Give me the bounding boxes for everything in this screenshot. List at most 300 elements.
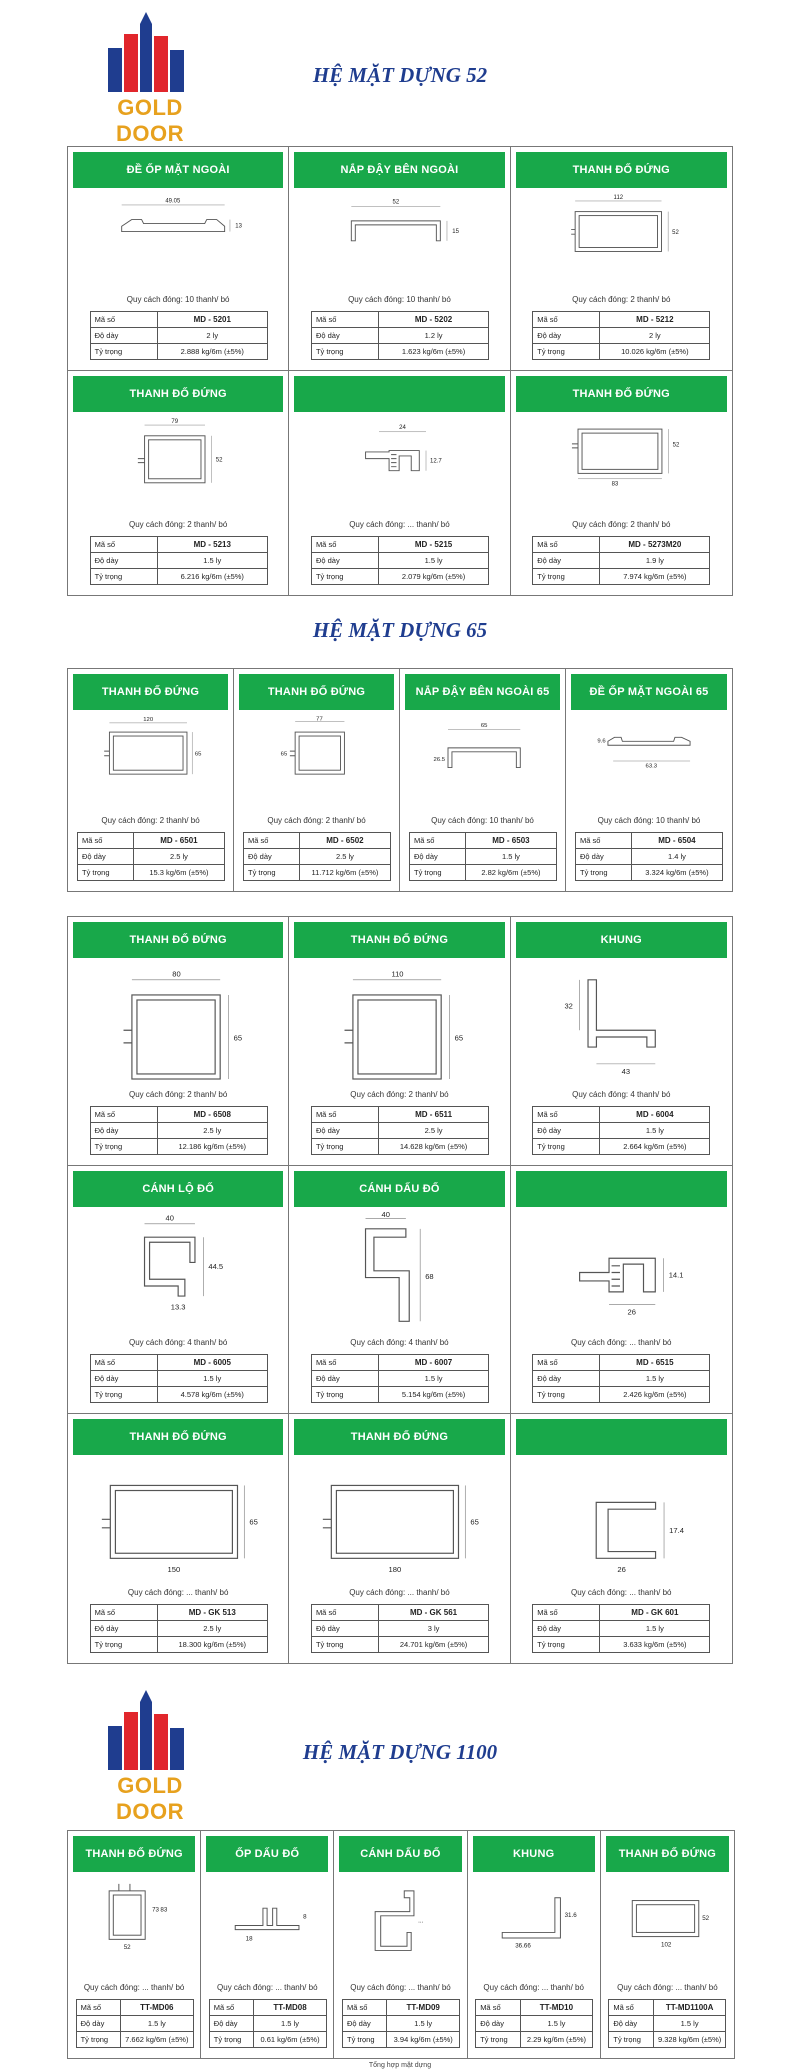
code-label: Mã số [90,1106,157,1122]
code-label: Mã số [533,312,600,328]
spec-table [76,1999,194,2048]
product-header: KHUNG [473,1836,595,1872]
brand-logo [80,10,220,146]
density-label: Tỷ trọng [244,865,300,881]
spec-table [90,311,268,360]
thickness-label: Độ dày [311,553,378,569]
svg-text:15: 15 [452,228,460,235]
profile-drawing [289,1212,509,1330]
product-header [516,1419,727,1455]
product-card [68,371,289,595]
catalog-grid-65 [67,668,733,892]
svg-text:110: 110 [391,969,404,979]
product-density: 12.186 kg/6m (±5%) [157,1138,267,1154]
catalog-grid-1100 [67,1830,735,2059]
product-thickness: 2.5 ly [133,849,224,865]
packing-spec: Quy cách đóng: 4 thanh/ bó [350,1338,449,1348]
svg-text:52: 52 [392,199,400,206]
svg-text:52: 52 [215,457,223,464]
svg-text:12.7: 12.7 [430,458,443,465]
packing-spec: Quy cách đóng: ... thanh/ bó [83,1983,185,1992]
product-density: 2.29 kg/6m (±5%) [520,2032,593,2048]
profile-drawing [68,1460,288,1579]
spec-table [90,1604,268,1653]
spec-table [243,832,391,881]
spec-table [532,536,710,585]
product-card [68,1831,201,2058]
thickness-label: Độ dày [533,1621,600,1637]
section-title-65: HỆ MẶT DỰNG 65 [312,618,488,642]
product-card [289,147,510,371]
packing-spec: Quy cách đóng: 10 thanh/ bó [431,816,534,825]
product-card [68,1414,289,1663]
product-card [234,669,400,891]
product-thickness: 1.5 ly [379,553,489,569]
density-label: Tỷ trọng [311,344,378,360]
svg-text:65: 65 [249,1517,258,1527]
svg-text:65: 65 [280,751,288,758]
product-card [601,1831,734,2058]
profile-drawing [68,1877,200,1974]
product-header: THANH ĐỐ ĐỨNG [239,674,394,710]
svg-text:65: 65 [454,1033,464,1043]
density-label: Tỷ trọng [311,1387,378,1403]
product-density: 1.623 kg/6m (±5%) [379,344,489,360]
thickness-label: Độ dày [609,2016,653,2032]
svg-text:150: 150 [167,1565,181,1575]
thickness-label: Độ dày [90,328,157,344]
product-header [294,376,504,412]
product-code: MD - 6515 [600,1355,710,1371]
density-label: Tỷ trọng [476,2032,520,2048]
spec-table [532,1106,710,1155]
code-label: Mã số [311,312,378,328]
profile-drawing [601,1877,734,1974]
svg-text:13: 13 [235,223,242,230]
product-density: 15.3 kg/6m (±5%) [133,865,224,881]
product-thickness: 2 ly [157,328,267,344]
product-card [511,147,732,371]
svg-text:52: 52 [123,1944,131,1952]
svg-text:83: 83 [160,1906,168,1914]
thickness-label: Độ dày [90,553,157,569]
thickness-label: Độ dày [76,2016,120,2032]
svg-text:44.5: 44.5 [208,1261,224,1271]
product-code: TT-MD10 [520,2000,593,2016]
product-header: ĐỀ ỐP MẶT NGOÀI [73,152,283,188]
svg-text:13.3: 13.3 [170,1302,186,1312]
packing-spec: Quy cách đóng: ... thanh/ bó [349,1588,450,1598]
density-label: Tỷ trọng [209,2032,253,2048]
svg-text:65: 65 [480,722,488,729]
density-label: Tỷ trọng [311,1138,378,1154]
svg-text:26: 26 [627,1307,636,1317]
packing-spec: Quy cách đóng: 10 thanh/ bó [597,816,701,825]
product-thickness: 1.9 ly [600,553,710,569]
code-label: Mã số [244,833,300,849]
product-code: MD - 6503 [465,833,556,849]
svg-text:79: 79 [171,419,179,426]
packing-spec: Quy cách đóng: ... thanh/ bó [127,1588,229,1598]
product-density: 10.026 kg/6m (±5%) [600,344,710,360]
product-density: 3.633 kg/6m (±5%) [600,1637,710,1653]
product-card [566,669,732,891]
product-density: 2.82 kg/6m (±5%) [465,865,556,881]
product-density: 9.328 kg/6m (±5%) [653,2032,726,2048]
product-header: THANH ĐỐ ĐỨNG [516,376,727,412]
brand-name: GOLD DOOR [116,95,184,146]
svg-text:8: 8 [303,1913,307,1921]
product-code: MD - GK 601 [600,1605,710,1621]
code-label: Mã số [410,833,466,849]
profile-drawing [68,1212,288,1330]
product-thickness: 1.5 ly [121,2016,194,2032]
brand-logo-2 [80,1688,220,1824]
packing-spec: Quy cách đóng: 2 thanh/ bó [129,520,228,529]
thickness-label: Độ dày [311,328,378,344]
section-title-1100: HỆ MẶT DỰNG 1100 [302,1740,498,1764]
svg-text:26: 26 [617,1565,626,1575]
product-thickness: 1.5 ly [254,2016,327,2032]
svg-text:83: 83 [611,481,618,488]
svg-text:26.5: 26.5 [433,757,446,763]
product-thickness: 2.5 ly [299,849,390,865]
code-label: Mã số [533,537,600,553]
product-code: MD - 6508 [157,1106,267,1122]
profile-drawing [68,193,288,286]
product-header: KHUNG [516,922,727,958]
product-card [334,1831,467,2058]
product-code: MD - 6502 [299,833,390,849]
density-label: Tỷ trọng [533,1637,600,1653]
spec-table [311,1106,489,1155]
spec-table [209,1999,327,2048]
product-header: CÁNH DẤU ĐỐ [294,1171,504,1207]
spec-table [608,1999,726,2048]
product-density: 14.628 kg/6m (±5%) [379,1138,489,1154]
svg-text:17.4: 17.4 [668,1526,684,1536]
thickness-label: Độ dày [311,1621,378,1637]
product-density: 2.888 kg/6m (±5%) [157,344,267,360]
product-code: MD - 5273M20 [600,537,710,553]
thickness-label: Độ dày [78,849,134,865]
spec-table [575,832,723,881]
thickness-label: Độ dày [90,1122,157,1138]
product-code: MD - GK 513 [157,1605,267,1621]
code-label: Mã số [576,833,632,849]
product-header: NẮP ĐẬY BÊN NGOÀI [294,152,504,188]
profile-drawing [289,417,509,511]
product-density: 2.079 kg/6m (±5%) [379,569,489,585]
product-thickness: 1.5 ly [520,2016,593,2032]
product-header: CÁNH DẤU ĐỐ [339,1836,461,1872]
product-card [511,1414,732,1663]
thickness-label: Độ dày [533,1122,600,1138]
thickness-label: Độ dày [342,2016,386,2032]
density-label: Tỷ trọng [90,569,157,585]
product-thickness: 1.5 ly [379,1371,489,1387]
profile-drawing [511,1460,732,1579]
code-label: Mã số [311,1106,378,1122]
product-header: THANH ĐỐ ĐỨNG [73,1836,195,1872]
product-header: THANH ĐỐ ĐỨNG [294,922,504,958]
product-thickness: 1.5 ly [157,1371,267,1387]
catalog-grid-52 [67,146,733,596]
packing-spec: Quy cách đóng: 10 thanh/ bó [348,295,451,304]
svg-text:112: 112 [613,194,623,201]
svg-text:18: 18 [245,1935,253,1943]
thickness-label: Độ dày [533,1371,600,1387]
svg-text:...: ... [418,1917,424,1925]
svg-text:120: 120 [143,716,154,723]
code-label: Mã số [342,2000,386,2016]
code-label: Mã số [609,2000,653,2016]
profile-drawing [68,715,233,807]
svg-text:180: 180 [388,1565,402,1575]
code-label: Mã số [209,2000,253,2016]
product-thickness: 1.5 ly [653,2016,726,2032]
svg-text:80: 80 [172,969,181,979]
spec-table [532,1354,710,1403]
code-label: Mã số [90,537,157,553]
product-header: THANH ĐỐ ĐỨNG [73,1419,283,1455]
product-density: 2.426 kg/6m (±5%) [600,1387,710,1403]
thickness-label: Độ dày [476,2016,520,2032]
product-header: THANH ĐỐ ĐỨNG [73,922,283,958]
packing-spec: Quy cách đóng: ... thanh/ bó [350,1983,451,1992]
product-code: TT-MD08 [254,2000,327,2016]
product-code: MD - 5201 [157,312,267,328]
packing-spec: Quy cách đóng: 4 thanh/ bó [572,1089,671,1099]
product-density: 6.216 kg/6m (±5%) [157,569,267,585]
svg-text:32: 32 [564,1001,573,1011]
product-density: 7.662 kg/6m (±5%) [121,2032,194,2048]
spec-table [90,1354,268,1403]
spec-table [475,1999,593,2048]
code-label: Mã số [90,1355,157,1371]
spec-table [409,832,557,881]
packing-spec: Quy cách đóng: 2 thanh/ bó [572,295,671,304]
packing-spec: Quy cách đóng: ... thanh/ bó [349,520,450,529]
product-header [516,1171,727,1207]
product-thickness: 1.5 ly [387,2016,460,2032]
code-label: Mã số [90,312,157,328]
packing-spec: Quy cách đóng: 10 thanh/ bó [126,295,230,304]
code-label: Mã số [311,1605,378,1621]
code-label: Mã số [90,1605,157,1621]
product-header: THANH ĐỐ ĐỨNG [73,376,283,412]
svg-text:77: 77 [316,716,323,723]
product-code: MD - 5212 [600,312,710,328]
product-density: 18.300 kg/6m (±5%) [157,1637,267,1653]
product-thickness: 3 ly [379,1621,489,1637]
product-header: THANH ĐỐ ĐỨNG [73,674,228,710]
packing-spec: Quy cách đóng: 2 thanh/ bó [101,816,200,825]
product-card [511,371,732,595]
density-label: Tỷ trọng [76,2032,120,2048]
product-card [289,1166,510,1415]
thickness-label: Độ dày [410,849,466,865]
code-label: Mã số [533,1605,600,1621]
svg-text:65: 65 [470,1517,480,1527]
density-label: Tỷ trọng [533,344,600,360]
product-code: MD - 6007 [379,1355,489,1371]
product-header: THANH ĐỐ ĐỨNG [606,1836,729,1872]
product-thickness: 2 ly [600,328,710,344]
profile-drawing [400,715,565,807]
product-card [289,371,510,595]
thickness-label: Độ dày [311,1122,378,1138]
spec-table [311,536,489,585]
profile-drawing [468,1877,600,1974]
product-code: MD - 5215 [379,537,489,553]
density-label: Tỷ trọng [609,2032,653,2048]
product-thickness: 2.5 ly [379,1122,489,1138]
thickness-label: Độ dày [311,1371,378,1387]
packing-spec: Quy cách đóng: ... thanh/ bó [617,1983,718,1992]
product-thickness: 1.5 ly [157,553,267,569]
product-code: TT-MD09 [387,2000,460,2016]
product-code: MD - 6504 [631,833,722,849]
product-code: MD - 6501 [133,833,224,849]
code-label: Mã số [311,537,378,553]
profile-drawing [334,1877,466,1974]
svg-text:52: 52 [672,442,679,449]
code-label: Mã số [533,1355,600,1371]
product-thickness: 1.4 ly [631,849,722,865]
profile-drawing [68,417,288,511]
product-code: MD - 5213 [157,537,267,553]
density-label: Tỷ trọng [90,1637,157,1653]
spec-table [311,311,489,360]
spec-table [342,1999,460,2048]
product-density: 3.324 kg/6m (±5%) [631,865,722,881]
svg-text:49.05: 49.05 [165,198,181,205]
profile-drawing [68,963,288,1081]
code-label: Mã số [311,1355,378,1371]
product-thickness: 1.5 ly [600,1371,710,1387]
svg-text:43: 43 [621,1066,630,1076]
product-card [68,1166,289,1415]
spec-table [311,1354,489,1403]
product-thickness: 2.5 ly [157,1122,267,1138]
product-card [511,917,732,1166]
profile-drawing [511,963,732,1081]
spec-table [311,1604,489,1653]
spec-table [532,1604,710,1653]
code-label: Mã số [78,833,134,849]
product-thickness: 1.5 ly [465,849,556,865]
packing-spec: Quy cách đóng: ... thanh/ bó [570,1338,672,1348]
svg-text:9.6: 9.6 [597,738,606,745]
packing-spec: Quy cách đóng: ... thanh/ bó [217,1983,318,1992]
product-card [68,917,289,1166]
spec-table [90,1106,268,1155]
catalog-grid-65-extra [67,916,733,1664]
svg-text:52: 52 [671,230,679,237]
packing-spec: Quy cách đóng: 2 thanh/ bó [267,816,366,825]
profile-drawing [201,1877,333,1974]
product-density: 0.61 kg/6m (±5%) [254,2032,327,2048]
profile-drawing [289,963,509,1081]
density-label: Tỷ trọng [78,865,134,881]
density-label: Tỷ trọng [533,1138,600,1154]
density-label: Tỷ trọng [410,865,466,881]
product-card [289,917,510,1166]
svg-text:65: 65 [233,1033,243,1043]
product-code: MD - 6004 [600,1106,710,1122]
svg-text:65: 65 [194,751,202,758]
density-label: Tỷ trọng [342,2032,386,2048]
code-label: Mã số [533,1106,600,1122]
density-label: Tỷ trọng [311,1637,378,1653]
product-card [68,147,289,371]
product-header: ĐỀ ỐP MẶT NGOÀI 65 [571,674,727,710]
packing-spec: Quy cách đóng: 4 thanh/ bó [129,1338,228,1348]
product-code: MD - GK 561 [379,1605,489,1621]
thickness-label: Độ dày [533,553,600,569]
product-code: TT-MD06 [121,2000,194,2016]
product-thickness: 2.5 ly [157,1621,267,1637]
density-label: Tỷ trọng [90,1387,157,1403]
product-density: 3.94 kg/6m (±5%) [387,2032,460,2048]
product-density: 5.154 kg/6m (±5%) [379,1387,489,1403]
brand-name: GOLD DOOR [116,1773,184,1824]
profile-drawing [234,715,399,807]
product-card [400,669,566,891]
thickness-label: Độ dày [209,2016,253,2032]
svg-text:68: 68 [425,1271,434,1281]
product-density: 7.974 kg/6m (±5%) [600,569,710,585]
svg-text:40: 40 [165,1213,174,1223]
packing-spec: Quy cách đóng: 2 thanh/ bó [129,1089,228,1099]
svg-text:102: 102 [660,1941,672,1949]
profile-drawing [289,1460,509,1579]
product-code: MD - 6511 [379,1106,489,1122]
profile-drawing [289,193,509,286]
product-card [289,1414,510,1663]
svg-text:73: 73 [152,1906,160,1914]
product-density: 2.664 kg/6m (±5%) [600,1138,710,1154]
product-code: MD - 5202 [379,312,489,328]
profile-drawing [566,715,732,807]
density-label: Tỷ trọng [90,344,157,360]
packing-spec: Quy cách đóng: ... thanh/ bó [570,1588,672,1598]
product-header: ỐP DẤU ĐỐ [206,1836,328,1872]
thickness-label: Độ dày [533,328,600,344]
product-header: NẮP ĐẬY BÊN NGOÀI 65 [405,674,560,710]
spec-table [532,311,710,360]
svg-text:36.66: 36.66 [514,1942,531,1950]
product-code: TT-MD1100A [653,2000,726,2016]
code-label: Mã số [476,2000,520,2016]
svg-text:52: 52 [702,1914,709,1922]
product-card [511,1166,732,1415]
density-label: Tỷ trọng [533,569,600,585]
product-density: 4.578 kg/6m (±5%) [157,1387,267,1403]
product-card [201,1831,334,2058]
density-label: Tỷ trọng [90,1138,157,1154]
thickness-label: Độ dày [90,1621,157,1637]
product-card [68,669,234,891]
packing-spec: Quy cách đóng: 2 thanh/ bó [350,1089,449,1099]
product-thickness: 1.5 ly [600,1621,710,1637]
packing-spec: Quy cách đóng: ... thanh/ bó [483,1983,584,1992]
spec-table [77,832,225,881]
product-header: CÁNH LỘ ĐỐ [73,1171,283,1207]
product-thickness: 1.5 ly [600,1122,710,1138]
profile-drawing [511,417,732,511]
